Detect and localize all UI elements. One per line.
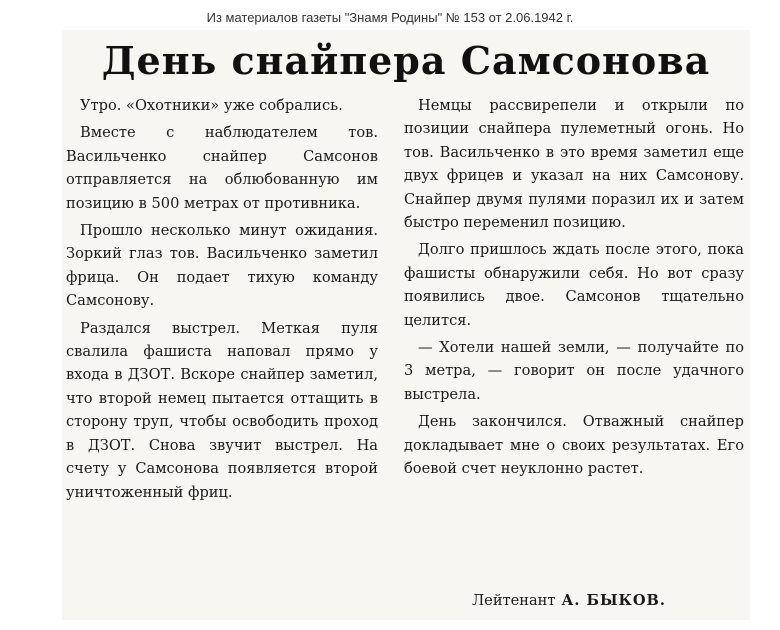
paragraph: Утро. «Охотники» уже собрались. [80, 97, 343, 114]
paragraph: Немцы рассвирепели и открыли по позиции снайпера пулеметный огонь. Но тов. Васильченко в это время заметил еще двух фрицев и указал на них Самсонову. Снайпер двумя пулями поразил их и затем быстро переменил позицию. [404, 97, 744, 232]
paragraph: Раздался выстрел. Меткая пуля свалила фашиста наповал прямо у входа в ДЗОТ. Вскоре снайпер заметил, что второй немец пытается оттащить в сторону труп, чтобы освободить проход в ДЗОТ. Снова звучит выстрел. На счету у Самсонова появляется второй уничтоженный фриц. [66, 319, 378, 501]
paragraph: Прошло несколько минут ожидания. Зоркий глаз тов. Васильченко заметил фрица. Он подает тихую команду Самсонову. [66, 222, 378, 310]
newspaper-clipping [62, 30, 750, 620]
paragraph: — Хотели нашей земли, — получайте по 3 метра, — говорит он после удачного выстрела. [404, 339, 744, 403]
author-rank: Лейтенант [472, 592, 556, 609]
paragraph: День закончился. Отважный снайпер докладывает мне о своих результатах. Его боевой счет неуклонно растет. [404, 413, 744, 478]
article-column-left [66, 94, 378, 504]
paragraph: Долго пришлось ждать после этого, пока фашисты обнаружили себя. Но вот сразу появились двое. Самсонов тщательно целится. [404, 241, 744, 329]
article-column-right [404, 94, 744, 481]
article-title: День снайпера Самсонова [101, 38, 711, 83]
author-name: А. БЫКОВ. [561, 592, 666, 609]
source-caption: Из материалов газеты "Знамя Родины" № 153 от 2.06.1942 г. [206, 10, 574, 25]
paragraph: Вместе с наблюдателем тов. Васильченко снайпер Самсонов отправляется на облюбованную им позицию в 500 метрах от противника. [66, 124, 378, 212]
author-signature [472, 592, 666, 609]
